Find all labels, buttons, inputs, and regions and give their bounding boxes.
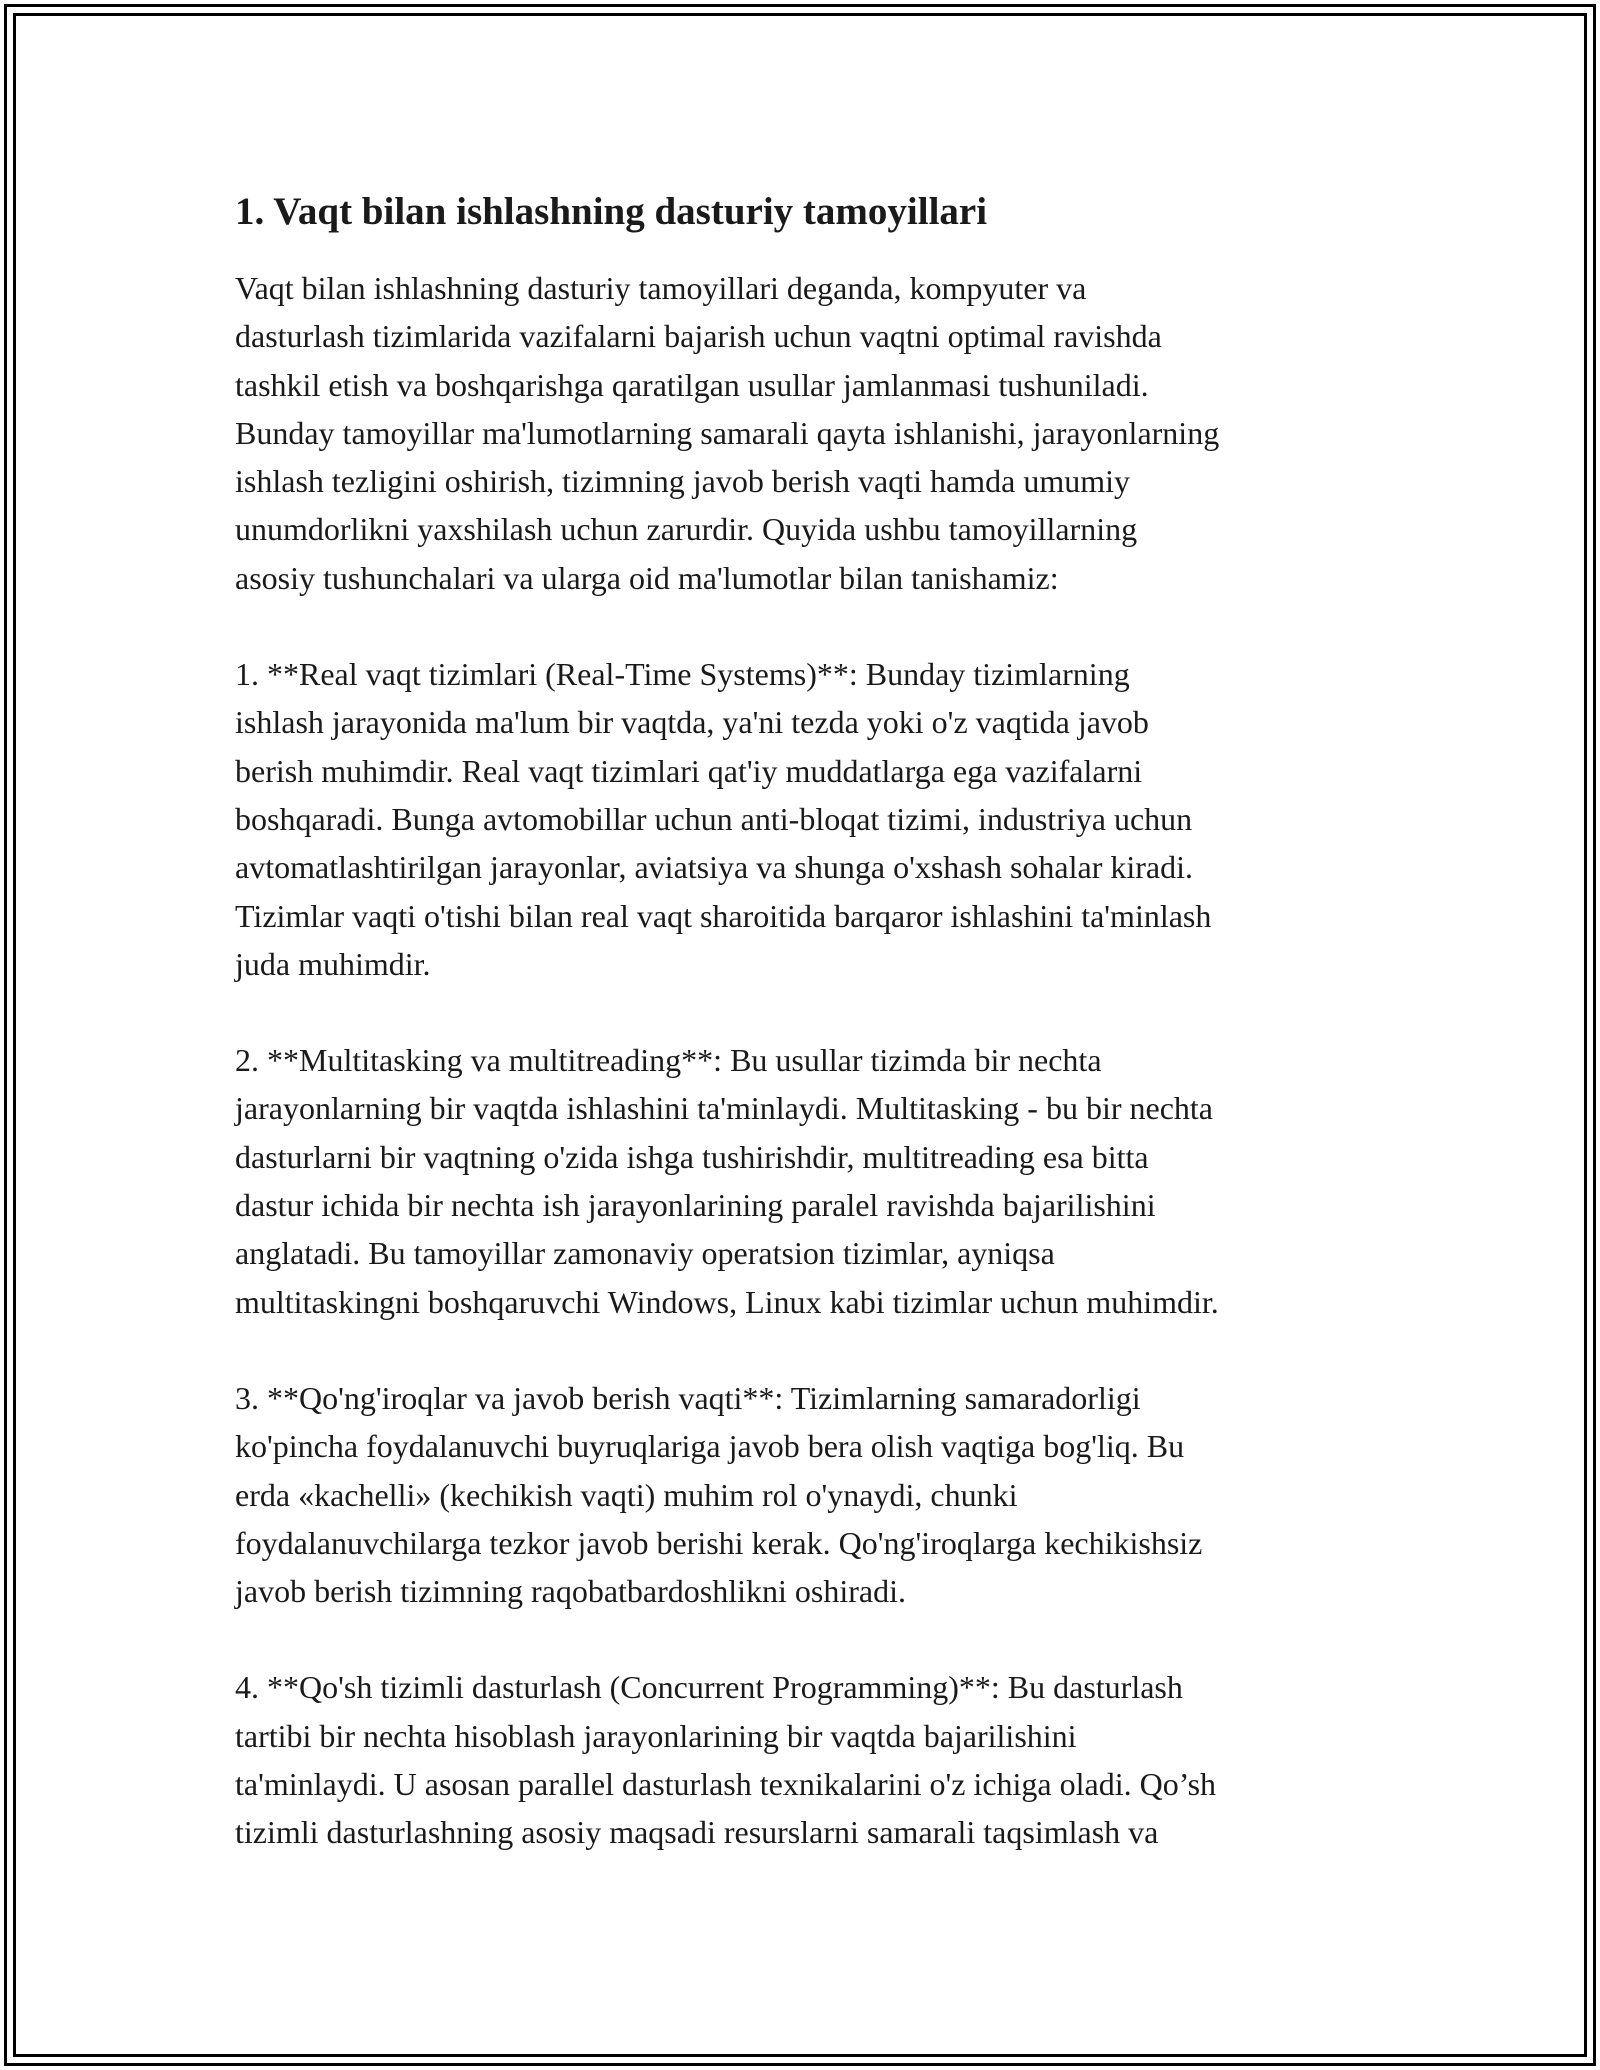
section-heading: 1. Vaqt bilan ishlashning dasturiy tamoyillari [235,190,988,233]
list-item-response-time: 3. **Qo'ng'iroqlar va javob berish vaqti**: Tizimlarning samaradorligi ko'pincha foydalanuvchi buyruqlariga javob bera olish vaqtiga bog'liq. Bu erda «kachelli» (kechikish vaqti) muhim rol o'ynaydi, chunki foydalanuvchilarga tezkor javob berishi kerak. Qo'ng'iroqlarga kechikishsiz javob berish tizimning raqobatbardoshlikni oshiradi. [235,1379,1203,1610]
list-item-multitasking: 2. **Multitasking va multitreading**: Bu usullar tizimda bir nechta jarayonlarning bir vaqtda ishlashini ta'minlaydi. Multitasking - bu bir nechta dasturlarni bir vaqtning o'zida ishga tushirishdir, multitreading esa bitta dastur ichida bir nechta ish jarayonlarining paralel ravishda bajarilishini anglatadi. Bu tamoyillar zamonaviy operatsion tizimlar, ayniqsa multitaskingni boshqaruvchi Windows, Linux kabi tizimlar uchun muhimdir. [235,1042,1219,1320]
document-body [235,182,1375,1905]
list-item-concurrent-programming: 4. **Qo'sh tizimli dasturlash (Concurrent Programming)**: Bu dasturlash tartibi bir nechta hisoblash jarayonlarining bir vaqtda bajarilishini ta'minlaydi. U asosan parallel dasturlash texnikalarini o'z ichiga oladi. Qo’sh tizimli dasturlashning asosiy maqsadi resurslarni samarali taqsimlash va [235,1669,1217,1851]
intro-paragraph: Vaqt bilan ishlashning dasturiy tamoyillari deganda, kompyuter va dasturlash tizimlarida vazifalarni bajarish uchun vaqtni optimal ravishda tashkil etish va boshqarishga qaratilgan usullar jamlanmasi tushuniladi. Bunday tamoyillar ma'lumotlarning samarali qayta ishlanishi, jarayonlarning ishlash tezligini oshirish, tizimning javob berish vaqti hamda umumiy unumdorlikni yaxshilash uchun zarurdir. Quyida ushbu tamoyillarning asosiy tushunchalari va ularga oid ma'lumotlar bilan tanishamiz: [235,270,1220,596]
list-item-real-time-systems: 1. **Real vaqt tizimlari (Real-Time Systems)**: Bunday tizimlarning ishlash jarayonida ma'lum bir vaqtda, ya'ni tezda yoki o'z vaqtida javob berish muhimdir. Real vaqt tizimlari qat'iy muddatlarga ega vazifalarni boshqaradi. Bunga avtomobillar uchun anti-bloqat tizimi, industriya uchun avtomatlashtirilgan jarayonlar, aviatsiya va shunga o'xshash sohalar kiradi. Tizimlar vaqti o'tishi bilan real vaqt sharoitida barqaror ishlashini ta'minlash juda muhimdir. [235,656,1212,982]
